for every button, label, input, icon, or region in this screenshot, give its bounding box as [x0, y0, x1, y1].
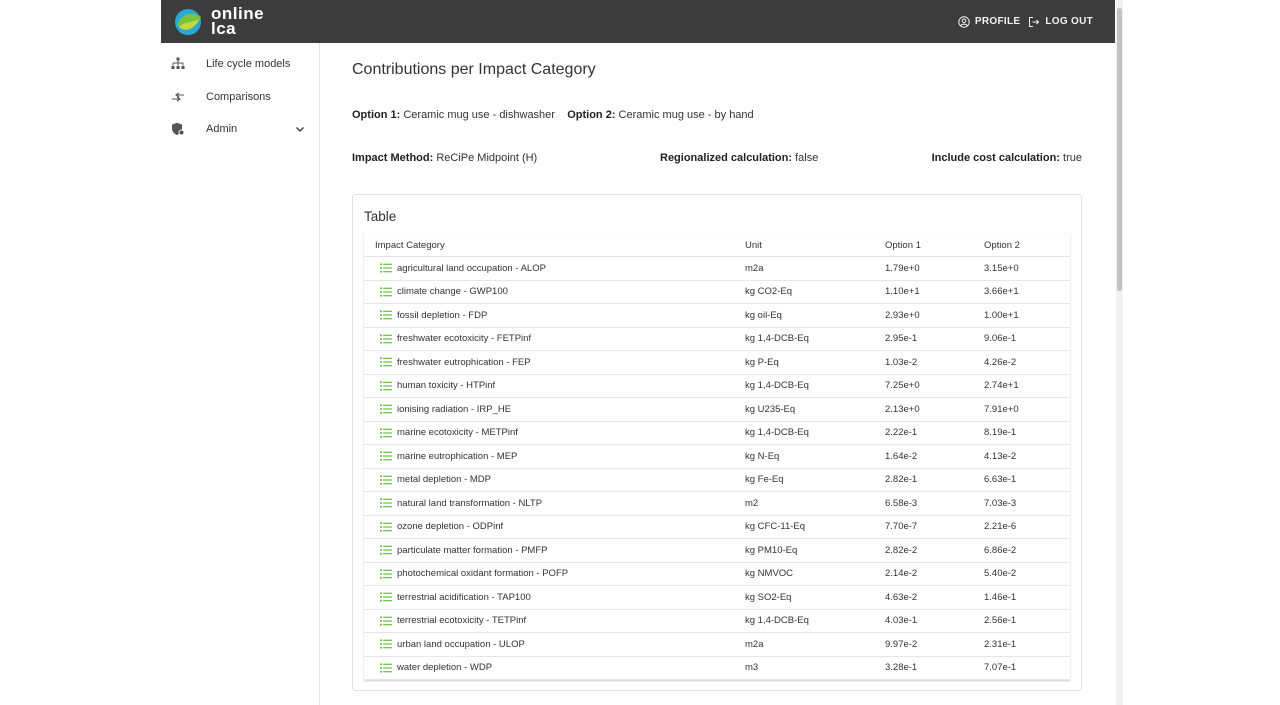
cell-impact-category [364, 562, 745, 586]
list-icon[interactable] [380, 287, 392, 297]
top-actions [958, 0, 1093, 43]
cell-option2: 2.21e-6 [984, 515, 1070, 539]
cell-impact-category [364, 398, 745, 422]
table-row[interactable] [364, 515, 1070, 539]
list-icon[interactable] [380, 498, 392, 508]
table-title: Table [364, 209, 397, 224]
list-icon[interactable] [380, 545, 392, 555]
list-icon[interactable] [380, 334, 392, 344]
table-row[interactable] [364, 398, 1070, 422]
option2-value: Ceramic mug use - by hand [618, 109, 754, 121]
logout-label: LOG OUT [1045, 16, 1093, 27]
table-row[interactable] [364, 609, 1070, 633]
cell-unit: kg 1,4-DCB-Eq [745, 374, 885, 398]
table-row[interactable] [364, 304, 1070, 328]
cell-unit: kg oil-Eq [745, 304, 885, 328]
cell-unit: kg PM10-Eq [745, 539, 885, 563]
list-icon[interactable] [380, 381, 392, 391]
logout-icon [1028, 16, 1040, 28]
logo[interactable] [173, 5, 283, 39]
cell-unit: m2a [745, 257, 885, 281]
options-line [352, 109, 754, 121]
cell-option2: 6.63e-1 [984, 468, 1070, 492]
user-circle-icon [958, 16, 970, 28]
impact-category-name: human toxicity - HTPinf [397, 380, 496, 392]
header-unit[interactable]: Unit [745, 234, 885, 257]
logo-line1: online [211, 4, 265, 23]
list-icon[interactable] [380, 475, 392, 485]
cell-option1: 1.03e-2 [885, 351, 984, 375]
cell-impact-category [364, 586, 745, 610]
cell-impact-category [364, 421, 745, 445]
cell-option1: 2.82e-1 [885, 468, 984, 492]
impact-category-name: water depletion - WDP [397, 662, 493, 674]
cell-unit: kg P-Eq [745, 351, 885, 375]
option1-label: Option 1: [352, 109, 401, 121]
cost-calculation [932, 152, 1082, 164]
table-row[interactable] [364, 445, 1070, 469]
impact-category-name: fossil depletion - FDP [397, 309, 488, 321]
impact-category-name: natural land transformation - NLTP [397, 497, 543, 509]
cell-option1: 4.03e-1 [885, 609, 984, 633]
impact-method-value: ReCiPe Midpoint (H) [436, 152, 538, 164]
cell-unit: kg NMVOC [745, 562, 885, 586]
cell-option2: 5.40e-2 [984, 562, 1070, 586]
cell-option1: 2.14e-2 [885, 562, 984, 586]
cell-impact-category [364, 374, 745, 398]
impact-category-name: urban land occupation - ULOP [397, 638, 525, 650]
sidebar-item-label: Admin [206, 123, 238, 135]
app-window [161, 0, 1115, 705]
list-icon[interactable] [380, 569, 392, 579]
impact-category-name: marine eutrophication - MEP [397, 450, 518, 462]
cell-option2: 4.26e-2 [984, 351, 1070, 375]
logo-line2: lca [211, 19, 237, 38]
cell-impact-category [364, 609, 745, 633]
list-icon[interactable] [380, 428, 392, 438]
table-header-row [364, 234, 1070, 257]
cost-label: Include cost calculation: [931, 152, 1060, 164]
impact-category-name: agricultural land occupation - ALOP [397, 262, 546, 274]
list-icon[interactable] [380, 310, 392, 320]
cell-option2: 7.07e-1 [984, 656, 1070, 680]
cell-option2: 7.03e-3 [984, 492, 1070, 516]
cell-unit: kg Fe-Eq [745, 468, 885, 492]
logo-globe-icon [173, 7, 205, 37]
cell-impact-category [364, 633, 745, 657]
regionalized-calculation [660, 152, 818, 164]
impact-category-name: ozone depletion - ODPinf [397, 521, 504, 533]
impact-table [364, 234, 1070, 680]
cell-impact-category [364, 327, 745, 351]
impact-category-name: photochemical oxidant formation - POFP [397, 568, 569, 580]
arrows-icon [171, 90, 185, 104]
table-row[interactable] [364, 586, 1070, 610]
sidebar-item-comparisons[interactable] [161, 81, 319, 113]
impact-category-name: freshwater ecotoxicity - FETPinf [397, 333, 532, 345]
impact-category-name: marine ecotoxicity - METPinf [397, 427, 518, 439]
cell-impact-category [364, 351, 745, 375]
cell-option2: 1.46e-1 [984, 586, 1070, 610]
table-row[interactable] [364, 492, 1070, 516]
table-row[interactable] [364, 257, 1070, 281]
cell-option1: 1.64e-2 [885, 445, 984, 469]
page-title: Contributions per Impact Category [352, 61, 596, 78]
sidebar-item-admin[interactable] [161, 113, 319, 145]
cell-unit: kg CO2-Eq [745, 280, 885, 304]
impact-category-name: terrestrial acidification - TAP100 [397, 591, 531, 603]
cell-unit: m3 [745, 656, 885, 680]
cell-impact-category [364, 280, 745, 304]
header-option2[interactable]: Option 2 [984, 234, 1070, 257]
profile-button[interactable] [958, 16, 1020, 28]
profile-label: PROFILE [974, 16, 1021, 27]
cell-option2: 1.00e+1 [984, 304, 1070, 328]
cell-impact-category [364, 304, 745, 328]
sidebar-item-life-cycle-models[interactable] [161, 48, 319, 80]
table-row[interactable] [364, 539, 1070, 563]
table-row[interactable] [364, 327, 1070, 351]
cell-option2: 3.66e+1 [984, 280, 1070, 304]
table-body [364, 257, 1070, 680]
top-bar [161, 0, 1115, 43]
cell-option1: 6.58e-3 [885, 492, 984, 516]
regionalized-label: Regionalized calculation: [660, 152, 793, 164]
cell-impact-category [364, 257, 745, 281]
cell-unit: kg N-Eq [745, 445, 885, 469]
impact-category-name: particulate matter formation - PMFP [397, 544, 548, 556]
table-row[interactable] [364, 468, 1070, 492]
cell-unit: m2a [745, 633, 885, 657]
cell-impact-category [364, 468, 745, 492]
cell-option2: 4.13e-2 [984, 445, 1070, 469]
cell-option1: 2.95e-1 [885, 327, 984, 351]
table-row[interactable] [364, 656, 1070, 680]
impact-category-name: ionising radiation - IRP_HE [397, 403, 512, 415]
cell-impact-category [364, 515, 745, 539]
cell-option2: 9.06e-1 [984, 327, 1070, 351]
cell-option1: 7.70e-7 [885, 515, 984, 539]
logout-button[interactable] [1028, 16, 1093, 28]
cell-option1: 3.28e-1 [885, 656, 984, 680]
list-icon[interactable] [380, 663, 392, 673]
cell-option1: 2.22e-1 [885, 421, 984, 445]
cell-option2: 8.19e-1 [984, 421, 1070, 445]
cell-option1: 2.82e-2 [885, 539, 984, 563]
list-icon[interactable] [380, 404, 392, 414]
cell-option2: 2.31e-1 [984, 633, 1070, 657]
table-row[interactable] [364, 280, 1070, 304]
cell-option1: 7.25e+0 [885, 374, 984, 398]
cell-unit: kg U235-Eq [745, 398, 885, 422]
cell-unit: kg CFC-11-Eq [745, 515, 885, 539]
sidebar-item-label: Life cycle models [206, 58, 291, 70]
cell-option1: 1.10e+1 [885, 280, 984, 304]
cell-unit: kg 1,4-DCB-Eq [745, 421, 885, 445]
cell-impact-category [364, 445, 745, 469]
cell-impact-category [364, 656, 745, 680]
admin-shield-icon [171, 122, 185, 136]
main-content [320, 43, 1115, 705]
cell-option2: 6.86e-2 [984, 539, 1070, 563]
list-icon[interactable] [380, 639, 392, 649]
cell-option2: 2.56e-1 [984, 609, 1070, 633]
table-row[interactable] [364, 562, 1070, 586]
cell-unit: kg 1,4-DCB-Eq [745, 327, 885, 351]
header-impact-category[interactable]: Impact Category [364, 234, 745, 257]
sitemap-icon [171, 57, 185, 71]
scrollbar-thumb[interactable] [1117, 8, 1122, 291]
list-icon[interactable] [380, 592, 392, 602]
sidebar-item-label: Comparisons [206, 91, 271, 103]
cell-option2: 2.74e+1 [984, 374, 1070, 398]
sidebar [161, 43, 320, 705]
logo-text [211, 6, 264, 36]
cost-value: true [1063, 152, 1082, 164]
option2-label: Option 2: [567, 109, 616, 121]
table-card [352, 194, 1082, 691]
list-icon[interactable] [380, 357, 392, 367]
cell-unit: kg SO2-Eq [745, 586, 885, 610]
list-icon[interactable] [380, 263, 392, 273]
cell-option1: 2.93e+0 [885, 304, 984, 328]
list-icon[interactable] [380, 522, 392, 532]
cell-unit: m2 [745, 492, 885, 516]
impact-category-name: metal depletion - MDP [397, 474, 491, 486]
impact-method [352, 152, 537, 164]
cell-option2: 3.15e+0 [984, 257, 1070, 281]
impact-category-name: climate change - GWP100 [397, 286, 508, 298]
cell-option1: 1.79e+0 [885, 257, 984, 281]
impact-method-label: Impact Method: [352, 152, 434, 164]
table-row[interactable] [364, 421, 1070, 445]
cell-option1: 2.13e+0 [885, 398, 984, 422]
header-option1[interactable]: Option 1 [885, 234, 984, 257]
cell-impact-category [364, 492, 745, 516]
table-row[interactable] [364, 351, 1070, 375]
table-row[interactable] [364, 374, 1070, 398]
cell-impact-category [364, 539, 745, 563]
regionalized-value: false [795, 152, 819, 164]
impact-category-name: terrestrial ecotoxicity - TETPinf [397, 615, 527, 627]
chevron-down-icon[interactable] [294, 123, 306, 135]
impact-category-name: freshwater eutrophication - FEP [397, 356, 531, 368]
cell-option1: 9.97e-2 [885, 633, 984, 657]
list-icon[interactable] [380, 616, 392, 626]
table-row[interactable] [364, 633, 1070, 657]
cell-option1: 4.63e-2 [885, 586, 984, 610]
scrollbar[interactable] [1116, 0, 1123, 705]
cell-option2: 7.91e+0 [984, 398, 1070, 422]
cell-unit: kg 1,4-DCB-Eq [745, 609, 885, 633]
list-icon[interactable] [380, 451, 392, 461]
option1-value: Ceramic mug use - dishwasher [403, 109, 555, 121]
